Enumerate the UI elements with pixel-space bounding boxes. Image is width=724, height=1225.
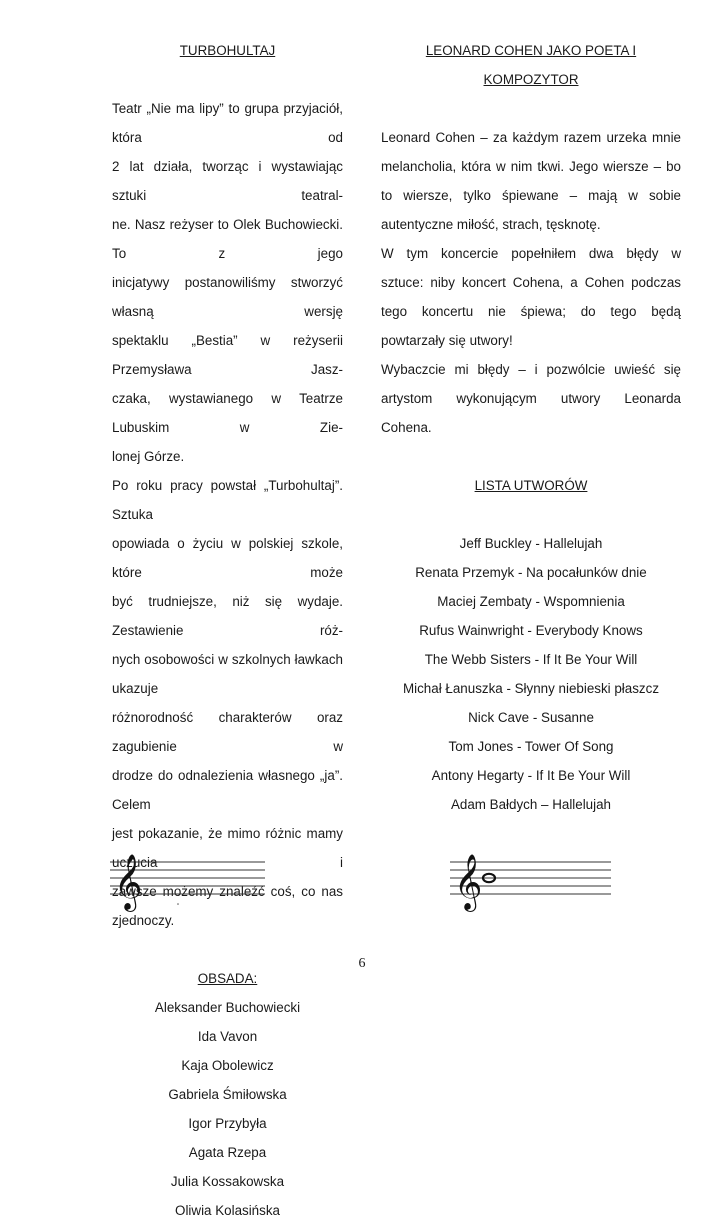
text-line: nych osobowości w szkolnych ławkach ukazuje <box>112 652 343 696</box>
turbohultaj-title: TURBOHULTAJ <box>179 43 276 58</box>
cast-member: Gabriela Śmiłowska <box>168 1087 287 1102</box>
text-line: jest pokazanie, że mimo różnic mamy uczucia i <box>112 826 343 870</box>
cast-member: Aleksander Buchowiecki <box>154 1000 301 1015</box>
text-line: Teatr „Nie ma lipy” to grupa przyjaciół, która od <box>112 101 343 145</box>
cast-member: Kaja Obolewicz <box>181 1058 274 1073</box>
text-line: Cohena. <box>381 420 432 435</box>
text-line: czaka, wystawianego w Teatrze Lubuskim w Zie- <box>112 391 343 435</box>
text-line: melancholia, która w nim tkwi. Jego wiersze – bo <box>381 159 681 174</box>
song-list-title: LISTA UTWORÓW <box>474 478 588 493</box>
treble-clef-icon: 𝄞 <box>454 854 483 910</box>
text-line: zawsze możemy znaleźć coś, co nas zjednoczy. <box>112 884 343 928</box>
cast-member: Agata Rzepa <box>188 1145 267 1160</box>
text-line: to wiersze, tylko śpiewane – mają w sobie <box>381 188 681 203</box>
cast-member: Julia Kossakowska <box>170 1174 285 1189</box>
text-line: inicjatywy postanowiliśmy stworzyć własną wersję <box>112 275 343 319</box>
text-line: różnorodność charakterów oraz zagubienie w <box>112 710 343 754</box>
song-item: Jeff Buckley - Hallelujah <box>459 536 603 551</box>
text-line: drodze do odnalezienia własnego „ja”. Celem <box>112 768 343 812</box>
cast-member: Oliwia Kolasińska <box>175 1203 280 1218</box>
text-line: 2 lat działa, tworząc i wystawiając sztuki teatral- <box>112 159 343 203</box>
text-line: opowiada o życiu w polskiej szkole, które może <box>112 536 343 580</box>
cohen-paragraph-3 <box>381 355 681 442</box>
left-column <box>112 36 343 1225</box>
treble-clef-staff-with-whole-note-icon <box>450 848 612 912</box>
cohen-title-line1: LEONARD COHEN JAKO POETA I <box>425 43 637 58</box>
cohen-title-line2: KOMPOZYTOR <box>483 72 579 87</box>
cast-title: OBSADA: <box>197 971 258 986</box>
text-line: być trudniejsze, niż się wydaje. Zestawienie róż- <box>112 594 343 638</box>
text-line: Leonard Cohen – za każdym razem urzeka mnie <box>381 130 681 145</box>
text-line: powtarzały się utwory! <box>381 333 513 348</box>
intro-paragraph <box>112 94 343 471</box>
cast-member: Igor Przybyła <box>188 1116 267 1131</box>
song-item: Maciej Zembaty - Wspomnienia <box>437 594 625 609</box>
text-line: Po roku pracy powstał „Turbohultaj”. Sztuka <box>112 478 343 522</box>
song-item: Nick Cave - Susanne <box>468 710 594 725</box>
treble-clef-icon: 𝄞 <box>114 854 143 910</box>
text-line: ne. Nasz reżyser to Olek Buchowiecki. To z jego <box>112 217 343 261</box>
right-column <box>381 36 681 819</box>
song-item: Renata Przemyk - Na pocałunków dnie <box>415 565 647 580</box>
song-item: Michał Łanuszka - Słynny niebieski płaszcz <box>402 681 660 696</box>
text-line: sztuce: niby koncert Cohena, a Cohen podczas <box>381 275 681 290</box>
text-line: Wybaczcie mi błędy – i pozwólcie uwieść się <box>381 362 681 377</box>
text-line: spektaklu „Bestia” w reżyserii Przemysława Jasz- <box>112 333 343 377</box>
treble-clef-staff-icon <box>110 848 266 912</box>
cohen-paragraph-1 <box>381 123 681 239</box>
song-item: Adam Bałdych – Hallelujah <box>450 797 612 812</box>
song-list <box>381 529 681 819</box>
page-number: 6 <box>358 956 366 971</box>
cast-list <box>112 993 343 1225</box>
cast-member: Ida Vavon <box>197 1029 258 1044</box>
text-line: W tym koncercie popełniłem dwa błędy w <box>381 246 681 261</box>
text-line: artystom wykonującym utwory Leonarda <box>381 391 681 406</box>
song-item: The Webb Sisters - If It Be Your Will <box>424 652 638 667</box>
text-line: tego koncertu nie śpiewa; do tego będą <box>381 304 681 319</box>
song-item: Antony Hegarty - If It Be Your Will <box>431 768 631 783</box>
song-item: Rufus Wainwright - Everybody Knows <box>419 623 643 638</box>
song-item: Tom Jones - Tower Of Song <box>448 739 614 754</box>
text-line: autentyczne miłość, strach, tęsknotę. <box>381 217 601 232</box>
cohen-paragraph-2 <box>381 239 681 355</box>
text-line: lonej Górze. <box>112 449 185 464</box>
